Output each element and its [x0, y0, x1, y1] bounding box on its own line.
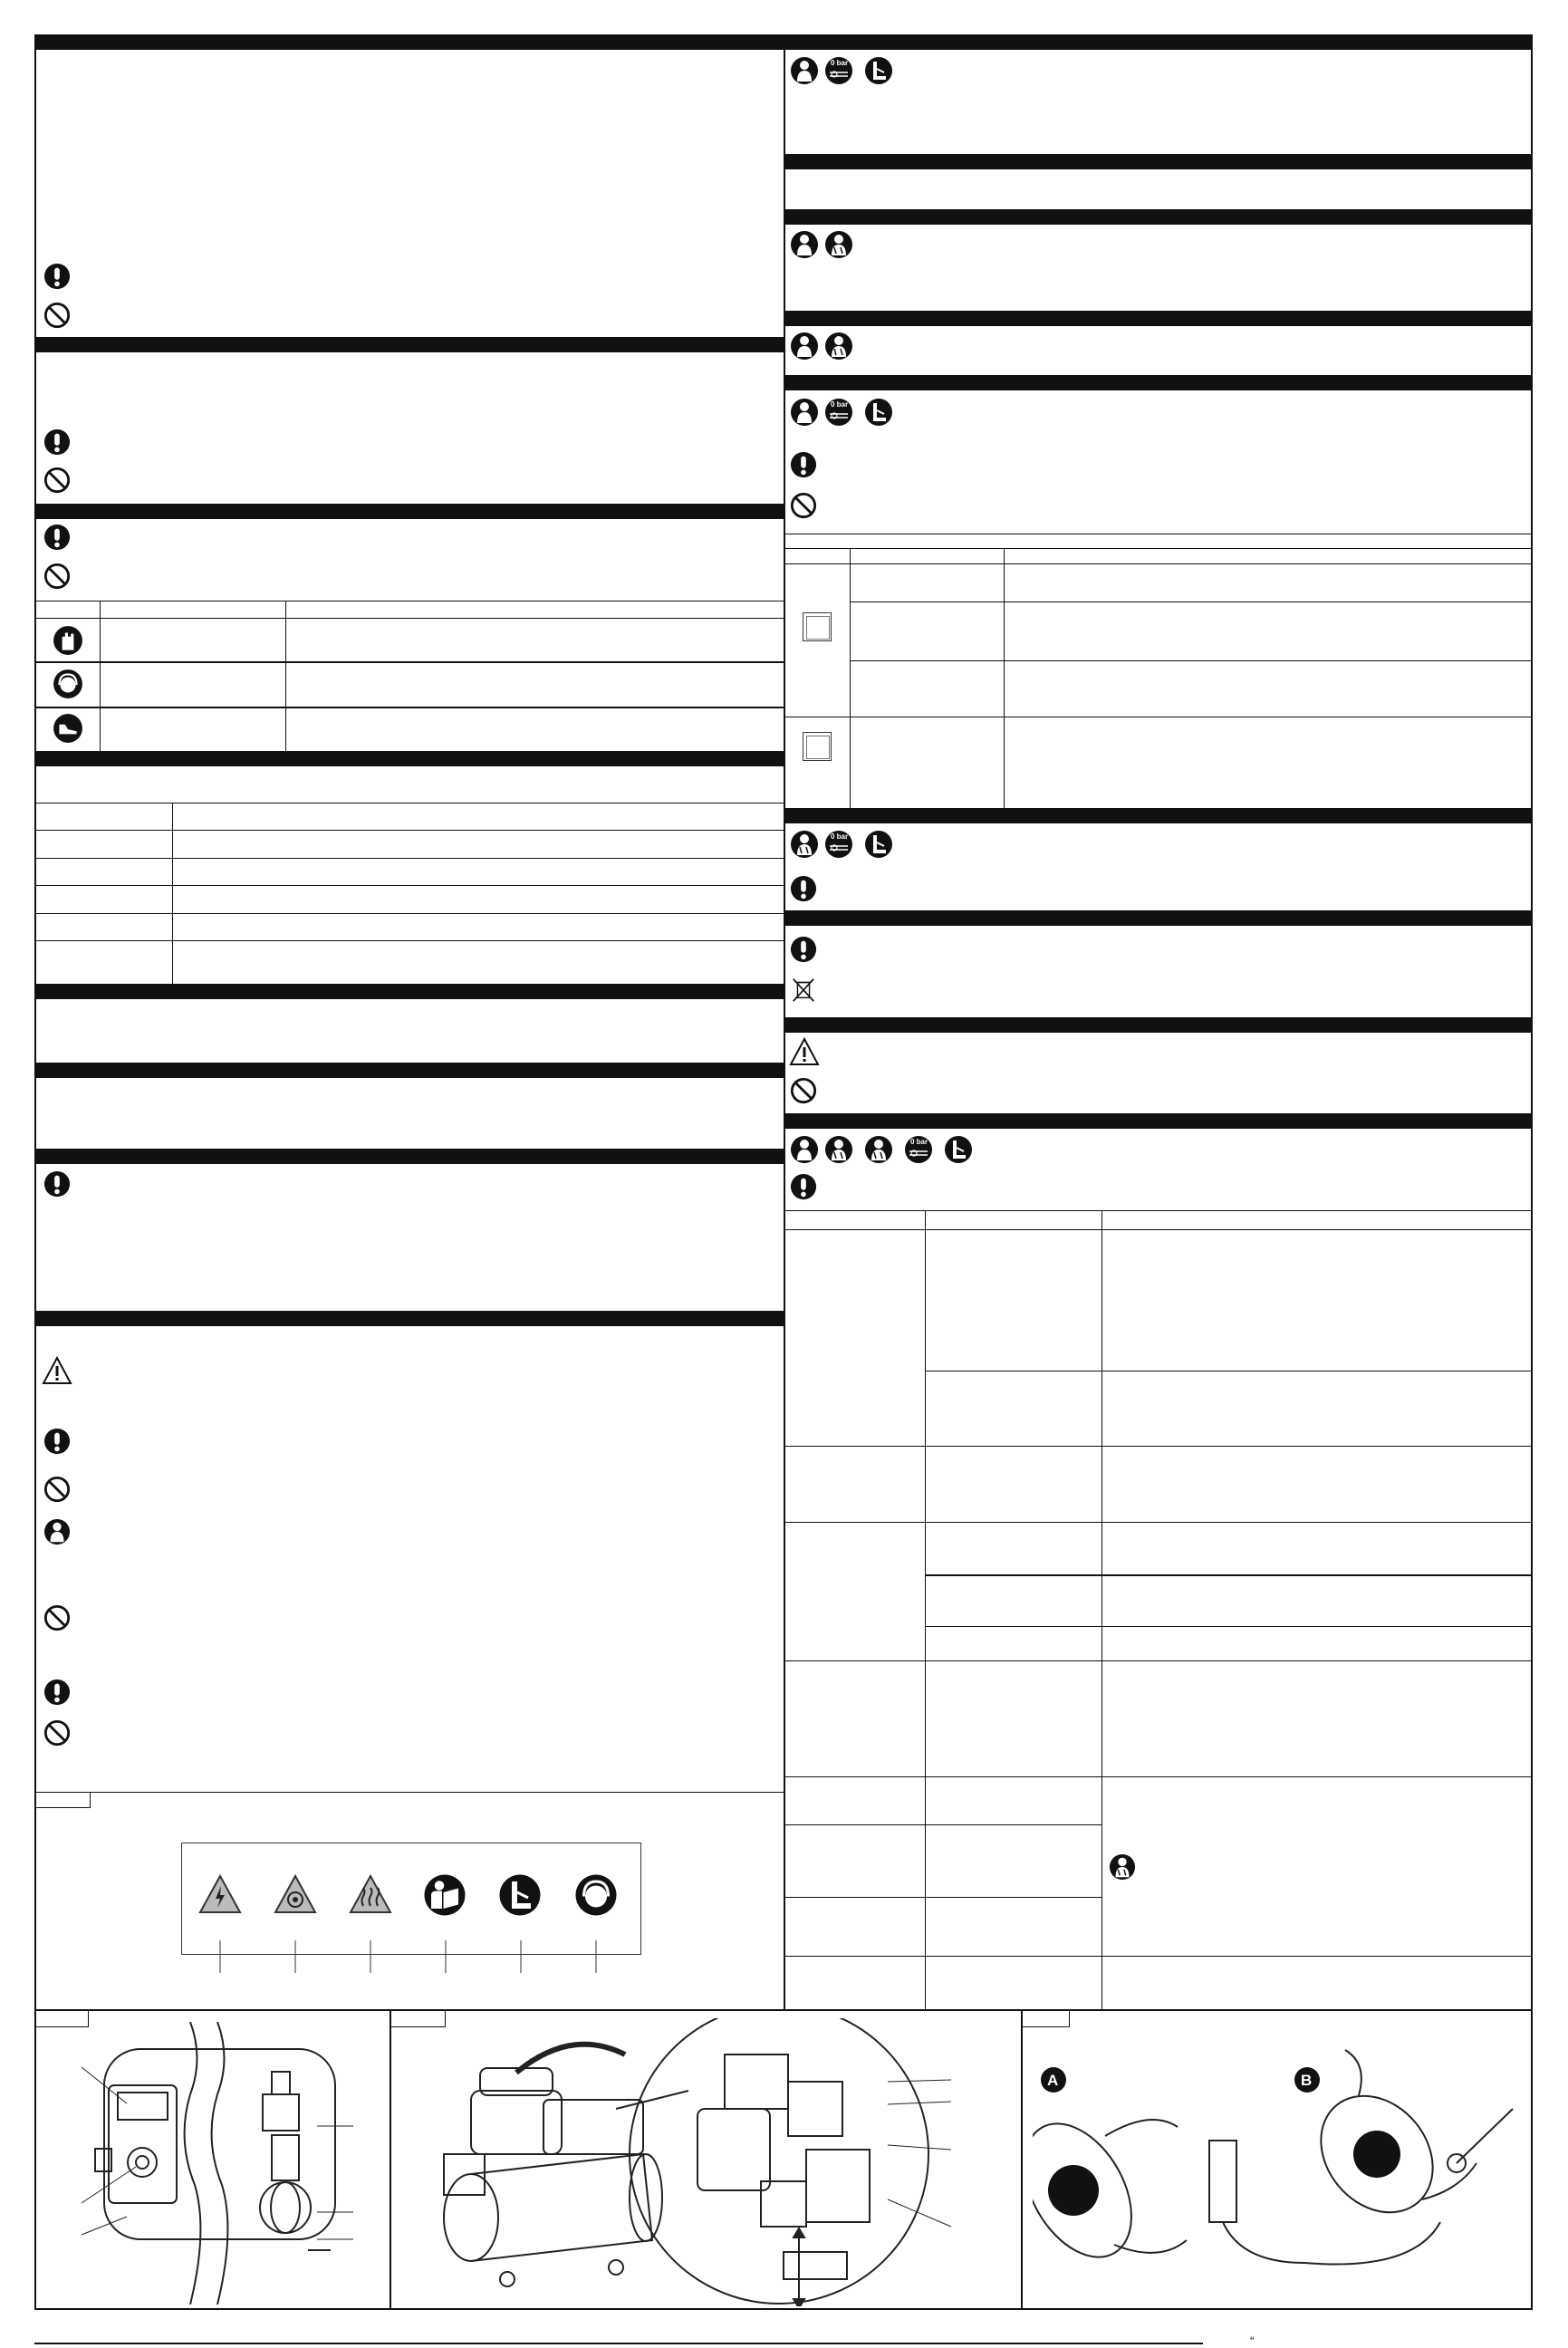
warning-triangle-icon: [789, 1037, 820, 1066]
safety-shoes-icon: [53, 713, 83, 744]
section-header-bar: [784, 311, 1533, 326]
section-header-bar: [34, 1149, 784, 1164]
figure-divider: [1021, 2009, 1023, 2310]
handling-position-illustration: [1033, 2018, 1526, 2306]
hand-unplug-icon: [944, 1135, 973, 1164]
maintenance-symbol-box: [803, 732, 832, 761]
table-column-rule: [100, 601, 101, 751]
zero-bar-label: 0 bar: [910, 1138, 928, 1146]
table-rule: [784, 548, 1533, 549]
section-header-bar: [784, 154, 1533, 169]
table-rule: [34, 707, 784, 708]
hand-unplug-icon: [498, 1873, 542, 1917]
table-rule: [926, 1626, 1533, 1627]
footer-rule: [34, 2343, 1203, 2344]
mandatory-icon: [43, 1679, 71, 1706]
hand-unplug-icon: [864, 56, 893, 85]
gloves-icon: [53, 625, 83, 656]
prohibited-icon: [43, 1604, 71, 1631]
person-tool-icon: [790, 830, 819, 859]
table-rule: [34, 940, 784, 941]
person-icon: [43, 1518, 71, 1545]
mandatory-icon: [790, 936, 817, 963]
rotating-fan-hazard-icon: [273, 1873, 318, 1915]
prohibited-icon: [790, 1077, 817, 1104]
mandatory-icon: [43, 428, 71, 456]
person-tool-icon: [824, 332, 853, 361]
zero-bar-label: 0 bar: [831, 59, 849, 67]
mandatory-icon: [43, 1170, 71, 1198]
table-rule: [784, 1210, 1533, 1211]
figure-number-tab: [34, 1792, 91, 1808]
maintenance-symbol-box: [803, 612, 832, 641]
figure-band-rule: [34, 2009, 1533, 2011]
person-icon: [790, 56, 819, 85]
table-rule: [784, 1824, 1101, 1825]
zero-bar-label: 0 bar: [831, 832, 849, 841]
mandatory-icon: [790, 1173, 817, 1200]
table-column-rule: [850, 548, 851, 808]
ear-protection-icon: [53, 669, 83, 699]
hand-unplug-icon: [864, 830, 893, 859]
figure-a-label: A: [1047, 2072, 1059, 2089]
hand-unplug-icon: [864, 398, 893, 427]
person-tool-icon: [1109, 1853, 1136, 1881]
figure-b-label: B: [1301, 2072, 1313, 2089]
person-icon: [790, 1135, 819, 1164]
table-rule: [784, 1776, 1533, 1777]
mandatory-icon: [43, 524, 71, 551]
prohibited-icon: [43, 302, 71, 329]
section-header-bar: [784, 808, 1533, 823]
electric-hazard-icon: [197, 1873, 243, 1915]
ear-protection-icon: [574, 1873, 618, 1917]
section-header-bar: [784, 34, 1533, 50]
section-header-bar: [34, 984, 784, 999]
mandatory-icon: [43, 263, 71, 290]
label-leader-lines: [181, 1939, 641, 1975]
table-rule: [784, 1897, 1101, 1898]
section-header-bar: [784, 375, 1533, 390]
table-column-rule: [172, 803, 173, 984]
table-column-rule: [1101, 1210, 1102, 2009]
prohibited-icon: [43, 467, 71, 494]
prohibited-icon: [43, 1719, 71, 1747]
person-icon: [790, 332, 819, 361]
table-rule: [784, 1229, 1533, 1230]
section-header-bar: [34, 751, 784, 766]
section-header-bar: [34, 1311, 784, 1326]
prohibited-icon: [43, 1476, 71, 1503]
table-rule: [784, 563, 1533, 564]
section-header-bar: [34, 504, 784, 519]
crossed-bin-icon: [790, 976, 817, 1003]
hot-surface-hazard-icon: [348, 1873, 393, 1915]
table-rule: [34, 803, 784, 804]
footer-mark: “: [1250, 2334, 1255, 2348]
section-header-bar: [784, 209, 1533, 225]
table-rule: [34, 618, 784, 619]
person-tool-icon: [824, 230, 853, 259]
table-rule: [34, 830, 784, 831]
table-rule: [34, 913, 784, 914]
person-icon: [790, 398, 819, 427]
table-rule: [784, 1956, 1533, 1957]
section-header-bar: [34, 337, 784, 352]
zero-bar-label: 0 bar: [831, 400, 849, 409]
section-header-bar: [784, 910, 1533, 926]
section-header-bar: [34, 34, 784, 50]
person-icon: [790, 230, 819, 259]
table-rule: [784, 1446, 1533, 1447]
section-header-bar: [784, 1017, 1533, 1033]
table-rule: [34, 858, 784, 859]
prohibited-icon: [790, 492, 817, 519]
table-column-rule: [925, 1210, 926, 2009]
mandatory-icon: [43, 1428, 71, 1455]
person-tool-icon: [824, 1135, 853, 1164]
warning-triangle-icon: [42, 1356, 72, 1385]
person-tool-icon: [864, 1135, 893, 1164]
table-rule: [784, 1522, 1533, 1523]
table-rule: [926, 1574, 1533, 1576]
table-rule: [851, 660, 1533, 661]
section-header-bar: [784, 1113, 1533, 1129]
table-rule: [34, 885, 784, 886]
mandatory-icon: [790, 451, 817, 478]
section-header-bar: [34, 1063, 784, 1078]
figure-divider: [390, 2009, 391, 2310]
figure-rule: [34, 1792, 784, 1793]
mandatory-icon: [790, 875, 817, 902]
compressor-filter-illustration: [408, 2018, 1015, 2306]
table-rule: [851, 601, 1533, 602]
table-rule: [784, 1660, 1533, 1661]
table-column-rule: [285, 601, 286, 751]
table-rule: [34, 661, 784, 663]
table-column-rule: [1004, 548, 1005, 808]
read-manual-icon: [423, 1873, 467, 1917]
pressure-switch-illustration: [54, 2022, 380, 2305]
prohibited-icon: [43, 563, 71, 590]
